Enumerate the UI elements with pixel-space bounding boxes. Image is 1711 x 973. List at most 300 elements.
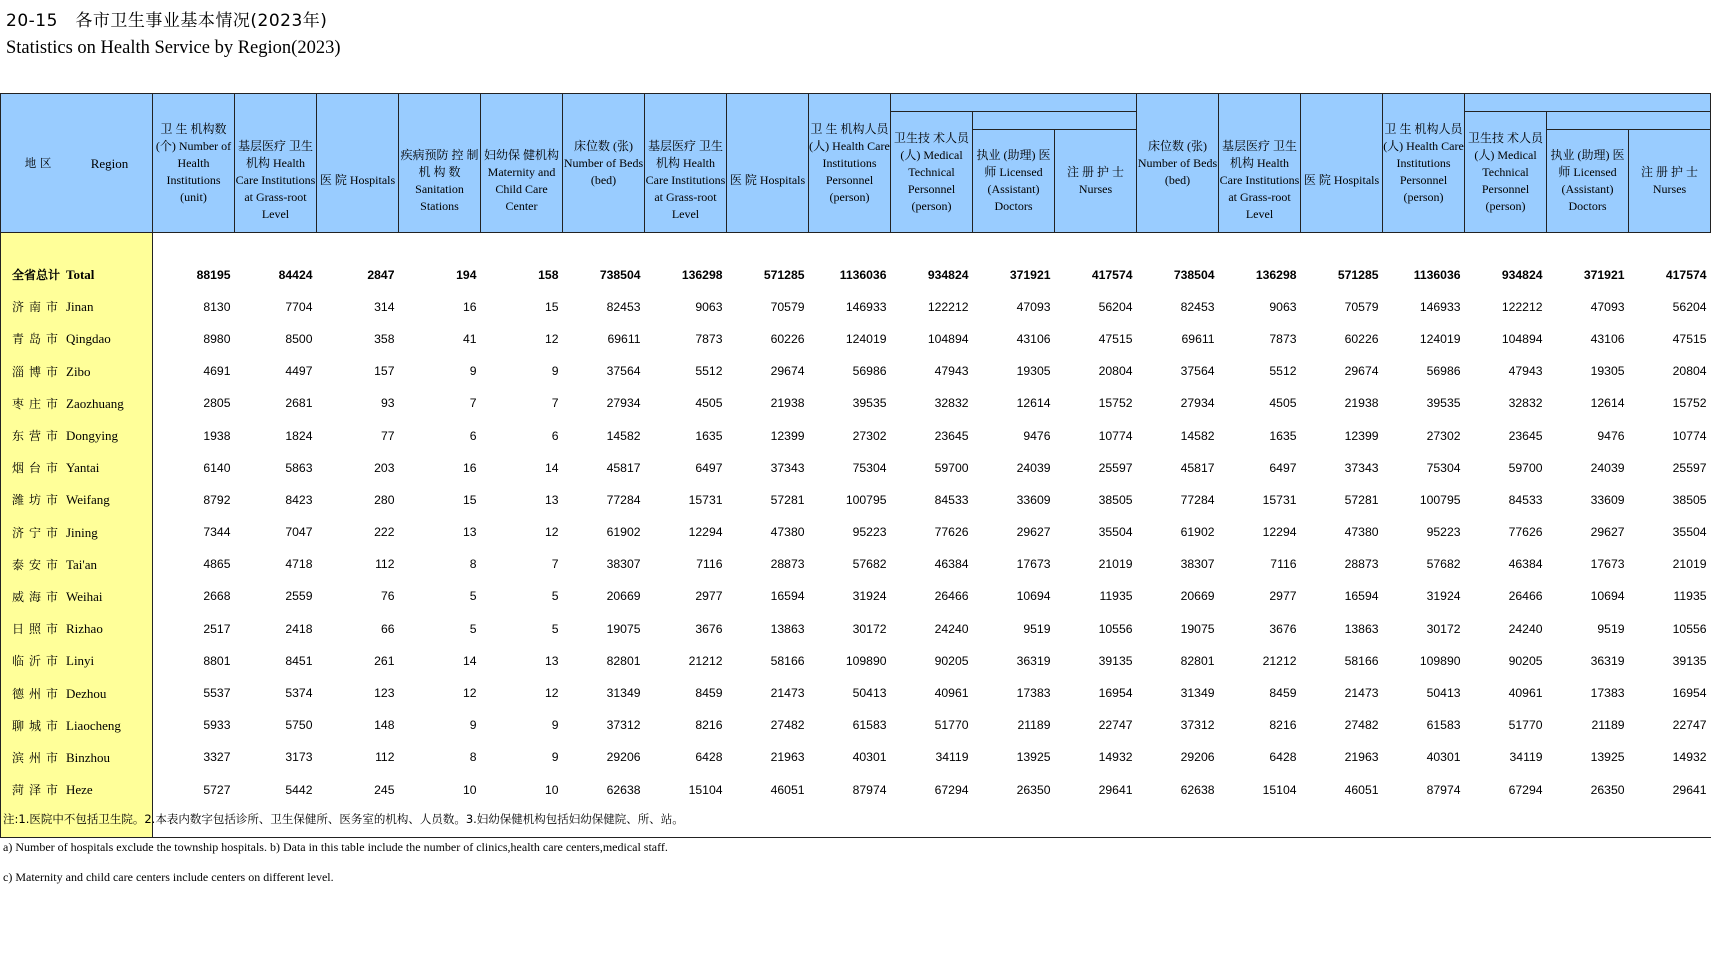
header-beds-total: 床位数 (张) Number of Beds (bed) bbox=[563, 94, 645, 233]
header-region-en: Region bbox=[90, 155, 129, 171]
table-row bbox=[1, 387, 1711, 419]
region-name-cn: 菏泽市 bbox=[12, 783, 64, 798]
table-row bbox=[1, 774, 1711, 806]
data-cell: 33609 bbox=[1016, 492, 1051, 507]
data-cell: 3676 bbox=[695, 621, 723, 636]
data-cell: 109890 bbox=[1419, 653, 1461, 668]
table-row bbox=[1, 741, 1711, 773]
data-cell: 21963 bbox=[1344, 750, 1379, 765]
data-cell: 124019 bbox=[845, 331, 887, 346]
data-cell: 82453 bbox=[1180, 299, 1215, 314]
data-cell: 77284 bbox=[1180, 492, 1215, 507]
footnote-a: a) Number of hospitals exclude the township hospitals. b) Data in this table include the number of clinics,health care centers,medical staff. bbox=[3, 840, 668, 854]
data-cell: 21212 bbox=[1262, 653, 1297, 668]
data-cell: 56204 bbox=[1672, 299, 1707, 314]
data-cell: 27482 bbox=[1344, 718, 1379, 733]
data-cell: 6497 bbox=[1269, 460, 1297, 475]
data-cell: 40961 bbox=[934, 686, 969, 701]
data-cell: 222 bbox=[374, 525, 395, 540]
data-cell: 7116 bbox=[696, 557, 723, 572]
data-cell: 17383 bbox=[1590, 686, 1625, 701]
data-cell: 5 bbox=[551, 621, 559, 636]
region-cell bbox=[1, 548, 153, 580]
data-cell: 6428 bbox=[695, 750, 723, 765]
data-cell: 23645 bbox=[1508, 428, 1543, 443]
footnote-c: c) Maternity and child care centers include centers on different level. bbox=[3, 870, 334, 884]
data-cell: 32832 bbox=[1508, 396, 1543, 411]
data-cell: 5 bbox=[469, 589, 477, 604]
data-cell: 26350 bbox=[1590, 782, 1625, 797]
data-cell: 37343 bbox=[1344, 460, 1379, 475]
data-cell: 14932 bbox=[1098, 750, 1133, 765]
data-cell: 90205 bbox=[934, 653, 969, 668]
data-cell: 43106 bbox=[1016, 331, 1051, 346]
data-cell: 104894 bbox=[927, 331, 969, 346]
data-cell: 8801 bbox=[203, 653, 231, 668]
data-cell: 20669 bbox=[606, 589, 641, 604]
data-cell: 15731 bbox=[1262, 492, 1297, 507]
table-row bbox=[1, 291, 1711, 323]
data-cell: 23645 bbox=[934, 428, 969, 443]
data-cell: 10774 bbox=[1098, 428, 1133, 443]
data-cell: 43106 bbox=[1590, 331, 1625, 346]
data-cell: 15731 bbox=[688, 492, 723, 507]
data-cell: 32832 bbox=[934, 396, 969, 411]
data-cell: 1938 bbox=[203, 428, 231, 443]
data-cell: 9 bbox=[551, 364, 559, 379]
data-cell: 37564 bbox=[1180, 364, 1215, 379]
data-cell: 58166 bbox=[770, 653, 805, 668]
data-cell: 12294 bbox=[1262, 525, 1297, 540]
data-cell: 5863 bbox=[285, 460, 313, 475]
data-cell: 14 bbox=[544, 460, 559, 475]
data-cell: 21189 bbox=[1017, 718, 1051, 733]
data-cell: 148 bbox=[374, 718, 395, 733]
data-cell: 34119 bbox=[935, 750, 969, 765]
data-cell: 69611 bbox=[607, 331, 641, 346]
data-cell: 4691 bbox=[203, 364, 231, 379]
data-cell: 10694 bbox=[1016, 589, 1051, 604]
data-cell: 69611 bbox=[1181, 331, 1215, 346]
region-name-en: Jinan bbox=[66, 299, 94, 315]
data-cell: 77284 bbox=[606, 492, 641, 507]
data-cell: 15 bbox=[544, 299, 559, 314]
data-cell: 60226 bbox=[1344, 331, 1379, 346]
data-cell: 22747 bbox=[1672, 718, 1707, 733]
data-cell: 8 bbox=[469, 557, 477, 572]
data-cell: 87974 bbox=[1426, 782, 1461, 797]
data-cell: 8 bbox=[469, 750, 477, 765]
data-cell: 14 bbox=[462, 653, 477, 668]
data-cell: 7873 bbox=[1269, 331, 1297, 346]
data-cell: 17383 bbox=[1016, 686, 1051, 701]
table-row bbox=[1, 613, 1711, 645]
data-cell: 47943 bbox=[934, 364, 969, 379]
data-cell: 10694 bbox=[1590, 589, 1625, 604]
data-cell: 4497 bbox=[285, 364, 313, 379]
data-cell: 21473 bbox=[770, 686, 805, 701]
data-cell: 136298 bbox=[1255, 267, 1297, 282]
data-cell: 15752 bbox=[1098, 396, 1133, 411]
data-cell: 95223 bbox=[852, 525, 887, 540]
data-cell: 21963 bbox=[770, 750, 805, 765]
region-name-en: Weifang bbox=[66, 492, 110, 508]
data-cell: 33609 bbox=[1590, 492, 1625, 507]
region-name-cn: 全省总计 bbox=[12, 268, 61, 283]
data-cell: 104894 bbox=[1501, 331, 1543, 346]
header-beds-hospitals: 医 院 Hospitals bbox=[727, 130, 809, 233]
data-cell: 77 bbox=[380, 428, 395, 443]
region-cell bbox=[1, 645, 153, 677]
data-cell: 88195 bbox=[196, 267, 231, 282]
data-cell: 59700 bbox=[1508, 460, 1543, 475]
data-cell: 934824 bbox=[927, 267, 969, 282]
data-cell: 31349 bbox=[606, 686, 641, 701]
footnote-cn: 注:1.医院中不包括卫生院。2.本表内数字包括诊所、卫生保健所、医务室的机构、人员数。3.妇幼保健机构包括妇幼保健院、所、站。 bbox=[3, 812, 684, 826]
data-cell: 1635 bbox=[1269, 428, 1297, 443]
region-name-cn: 烟台市 bbox=[12, 461, 64, 476]
region-name-en: Binzhou bbox=[66, 749, 111, 765]
data-cell: 9519 bbox=[1597, 621, 1625, 636]
data-cell: 47380 bbox=[1344, 525, 1379, 540]
data-cell: 56204 bbox=[1098, 299, 1133, 314]
data-cell: 8459 bbox=[1269, 686, 1297, 701]
data-cell: 6428 bbox=[1269, 750, 1297, 765]
data-cell: 15 bbox=[462, 492, 477, 507]
header-inst-grassroot: 基层医疗 卫生机构 Health Care Institutions at Grass-root Level bbox=[235, 130, 317, 233]
data-cell: 2681 bbox=[285, 396, 313, 411]
data-cell: 90205 bbox=[1508, 653, 1543, 668]
table-row bbox=[1, 323, 1711, 355]
data-cell: 22747 bbox=[1098, 718, 1133, 733]
data-cell: 26350 bbox=[1016, 782, 1051, 797]
region-name-cn: 滨州市 bbox=[12, 750, 64, 765]
data-cell: 24039 bbox=[1590, 460, 1625, 475]
data-cell: 8500 bbox=[285, 331, 313, 346]
data-cell: 47943 bbox=[1508, 364, 1543, 379]
data-cell: 8792 bbox=[203, 492, 231, 507]
data-cell: 47515 bbox=[1098, 331, 1133, 346]
data-cell: 46384 bbox=[1508, 557, 1543, 572]
data-cell: 40961 bbox=[1508, 686, 1543, 701]
region-name-en: Dezhou bbox=[66, 685, 107, 701]
data-cell: 26466 bbox=[1508, 589, 1543, 604]
table-row bbox=[1, 419, 1711, 451]
data-cell: 12 bbox=[544, 331, 559, 346]
data-cell: 37312 bbox=[606, 718, 641, 733]
data-cell: 21212 bbox=[688, 653, 723, 668]
statistics-table bbox=[0, 93, 1711, 838]
header-beds-grassroot-2: 基层医疗 卫生机构 Health Care Institutions at Grass-root Level bbox=[1219, 130, 1301, 233]
data-cell: 12294 bbox=[688, 525, 723, 540]
data-cell: 738504 bbox=[1173, 267, 1215, 282]
region-name-cn: 日照市 bbox=[12, 622, 64, 637]
data-cell: 77626 bbox=[1508, 525, 1543, 540]
header-doctors: 执业 (助理) 医师 Licensed (Assistant) Doctors bbox=[973, 130, 1055, 233]
data-cell: 371921 bbox=[1583, 267, 1625, 282]
header-personnel-total: 卫 生 机构人员 (人) Health Care Institutions Personnel (person) bbox=[809, 94, 891, 233]
data-cell: 417574 bbox=[1665, 267, 1707, 282]
data-cell: 60226 bbox=[770, 331, 805, 346]
data-cell: 29206 bbox=[606, 750, 641, 765]
data-cell: 29627 bbox=[1016, 525, 1051, 540]
data-cell: 61583 bbox=[852, 718, 887, 733]
data-cell: 3173 bbox=[285, 750, 313, 765]
data-cell: 9476 bbox=[1597, 428, 1625, 443]
data-cell: 14932 bbox=[1672, 750, 1707, 765]
data-cell: 37312 bbox=[1180, 718, 1215, 733]
region-name-en: Qingdao bbox=[66, 331, 111, 347]
data-cell: 16954 bbox=[1098, 686, 1133, 701]
data-cell: 15752 bbox=[1672, 396, 1707, 411]
data-cell: 194 bbox=[456, 267, 477, 282]
data-cell: 35504 bbox=[1672, 525, 1707, 540]
data-cell: 29627 bbox=[1590, 525, 1625, 540]
data-cell: 21189 bbox=[1591, 718, 1625, 733]
data-cell: 11935 bbox=[1099, 589, 1133, 604]
region-name-cn: 枣庄市 bbox=[12, 396, 64, 411]
data-cell: 84424 bbox=[278, 267, 313, 282]
data-cell: 61902 bbox=[606, 525, 641, 540]
region-name-en: Liaocheng bbox=[66, 717, 121, 733]
data-cell: 21938 bbox=[1344, 396, 1379, 411]
data-cell: 24039 bbox=[1016, 460, 1051, 475]
data-cell: 112 bbox=[375, 557, 395, 572]
data-cell: 7116 bbox=[1270, 557, 1297, 572]
region-name-cn: 泰安市 bbox=[12, 557, 64, 572]
data-cell: 13863 bbox=[770, 621, 805, 636]
data-cell: 571285 bbox=[1337, 267, 1379, 282]
region-name-cn: 东营市 bbox=[12, 429, 64, 444]
data-cell: 3327 bbox=[203, 750, 231, 765]
data-cell: 95223 bbox=[1426, 525, 1461, 540]
table-body bbox=[1, 233, 1711, 838]
region-cell bbox=[1, 741, 153, 773]
data-cell: 6 bbox=[551, 428, 559, 443]
data-cell: 82453 bbox=[606, 299, 641, 314]
region-cell bbox=[1, 677, 153, 709]
data-cell: 70579 bbox=[1344, 299, 1379, 314]
data-cell: 40301 bbox=[852, 750, 887, 765]
region-cell bbox=[1, 452, 153, 484]
header-region-cn: 地 区 bbox=[24, 155, 52, 170]
region-name-en: Tai'an bbox=[66, 556, 98, 572]
data-cell: 8451 bbox=[285, 653, 313, 668]
data-cell: 21019 bbox=[1098, 557, 1133, 572]
data-cell: 13925 bbox=[1016, 750, 1051, 765]
region-name-cn: 青岛市 bbox=[12, 332, 64, 347]
data-cell: 10556 bbox=[1098, 621, 1133, 636]
data-cell: 934824 bbox=[1501, 267, 1543, 282]
data-cell: 67294 bbox=[934, 782, 969, 797]
data-cell: 5750 bbox=[285, 718, 313, 733]
data-cell: 14582 bbox=[606, 428, 641, 443]
data-cell: 15104 bbox=[688, 782, 723, 797]
data-cell: 12614 bbox=[1590, 396, 1625, 411]
region-name-cn: 威海市 bbox=[12, 589, 64, 604]
data-cell: 12614 bbox=[1016, 396, 1051, 411]
data-cell: 4865 bbox=[203, 557, 231, 572]
data-cell: 37564 bbox=[606, 364, 641, 379]
data-cell: 146933 bbox=[845, 299, 887, 314]
region-cell bbox=[1, 259, 153, 291]
data-cell: 47515 bbox=[1672, 331, 1707, 346]
data-cell: 25597 bbox=[1672, 460, 1707, 475]
region-name-cn: 潍坊市 bbox=[12, 493, 64, 508]
data-cell: 12 bbox=[544, 525, 559, 540]
data-cell: 27302 bbox=[1426, 428, 1461, 443]
data-cell: 46051 bbox=[770, 782, 805, 797]
data-cell: 30172 bbox=[1426, 621, 1461, 636]
data-cell: 27934 bbox=[1180, 396, 1215, 411]
region-cell bbox=[1, 355, 153, 387]
data-cell: 37343 bbox=[770, 460, 805, 475]
data-cell: 10 bbox=[462, 782, 477, 797]
table-row bbox=[1, 709, 1711, 741]
data-cell: 16 bbox=[462, 299, 477, 314]
data-cell: 31924 bbox=[852, 589, 887, 604]
data-cell: 24240 bbox=[1508, 621, 1543, 636]
data-cell: 136298 bbox=[681, 267, 723, 282]
data-cell: 8216 bbox=[695, 718, 723, 733]
data-cell: 57682 bbox=[1426, 557, 1461, 572]
data-cell: 45817 bbox=[606, 460, 641, 475]
data-cell: 6 bbox=[469, 428, 477, 443]
data-cell: 12 bbox=[462, 686, 477, 701]
data-cell: 417574 bbox=[1091, 267, 1133, 282]
header-tech-personnel-2: 卫生技 术人员 (人) Medical Technical Personnel (person) bbox=[1465, 112, 1547, 233]
data-cell: 7344 bbox=[203, 525, 231, 540]
region-name-cn: 济南市 bbox=[12, 300, 64, 315]
data-cell: 122212 bbox=[1501, 299, 1543, 314]
data-cell: 261 bbox=[374, 653, 395, 668]
data-cell: 75304 bbox=[1426, 460, 1461, 475]
region-name-en: Zibo bbox=[66, 363, 91, 379]
data-cell: 21019 bbox=[1672, 557, 1707, 572]
header-nurses: 注 册 护 士 Nurses bbox=[1055, 130, 1137, 233]
data-cell: 56986 bbox=[1426, 364, 1461, 379]
data-cell: 1136036 bbox=[1413, 267, 1461, 282]
data-cell: 5 bbox=[469, 621, 477, 636]
data-cell: 77626 bbox=[934, 525, 969, 540]
data-cell: 87974 bbox=[852, 782, 887, 797]
region-name-en: Dongying bbox=[66, 428, 118, 444]
data-cell: 29641 bbox=[1672, 782, 1707, 797]
data-cell: 5537 bbox=[203, 686, 231, 701]
data-cell: 19305 bbox=[1590, 364, 1625, 379]
data-cell: 31924 bbox=[1426, 589, 1461, 604]
data-cell: 122212 bbox=[927, 299, 969, 314]
data-cell: 245 bbox=[374, 782, 395, 797]
data-cell: 57682 bbox=[852, 557, 887, 572]
data-cell: 109890 bbox=[845, 653, 887, 668]
data-cell: 2517 bbox=[203, 621, 231, 636]
data-cell: 67294 bbox=[1508, 782, 1543, 797]
data-cell: 13925 bbox=[1590, 750, 1625, 765]
data-cell: 47093 bbox=[1016, 299, 1051, 314]
data-cell: 66 bbox=[380, 621, 395, 636]
region-name-en: Rizhao bbox=[66, 621, 103, 637]
data-cell: 7704 bbox=[285, 299, 313, 314]
data-cell: 12 bbox=[544, 686, 559, 701]
header-beds-grassroot: 基层医疗 卫生机构 Health Care Institutions at Grass-root Level bbox=[645, 130, 727, 233]
data-cell: 13 bbox=[544, 492, 559, 507]
data-cell: 62638 bbox=[606, 782, 641, 797]
data-cell: 19305 bbox=[1016, 364, 1051, 379]
data-cell: 5933 bbox=[203, 718, 231, 733]
table-row bbox=[1, 484, 1711, 516]
data-cell: 31349 bbox=[1180, 686, 1215, 701]
region-cell bbox=[1, 709, 153, 741]
data-cell: 38505 bbox=[1672, 492, 1707, 507]
data-cell: 15104 bbox=[1262, 782, 1297, 797]
data-cell: 8459 bbox=[695, 686, 723, 701]
data-cell: 5512 bbox=[695, 364, 723, 379]
data-cell: 2668 bbox=[203, 589, 231, 604]
data-cell: 47380 bbox=[770, 525, 805, 540]
data-cell: 7873 bbox=[695, 331, 723, 346]
region-name-en: Zaozhuang bbox=[66, 395, 124, 411]
data-cell: 45817 bbox=[1180, 460, 1215, 475]
data-cell: 57281 bbox=[1344, 492, 1379, 507]
data-cell: 46051 bbox=[1344, 782, 1379, 797]
data-cell: 13 bbox=[462, 525, 477, 540]
data-cell: 158 bbox=[538, 267, 559, 282]
table-row bbox=[1, 645, 1711, 677]
page-title-cn: 20-15 各市卫生事业基本情况(2023年) bbox=[6, 11, 328, 31]
data-cell: 59700 bbox=[934, 460, 969, 475]
data-cell: 124019 bbox=[1419, 331, 1461, 346]
data-cell: 29641 bbox=[1098, 782, 1133, 797]
region-name-cn: 聊城市 bbox=[12, 718, 64, 733]
data-cell: 38307 bbox=[606, 557, 641, 572]
data-cell: 35504 bbox=[1098, 525, 1133, 540]
data-cell: 39135 bbox=[1098, 653, 1133, 668]
data-cell: 39135 bbox=[1672, 653, 1707, 668]
data-cell: 571285 bbox=[763, 267, 805, 282]
data-cell: 51770 bbox=[934, 718, 969, 733]
data-cell: 112 bbox=[375, 750, 395, 765]
statistics-table-container bbox=[0, 93, 1711, 843]
data-cell: 76 bbox=[380, 589, 395, 604]
data-cell: 29674 bbox=[770, 364, 805, 379]
table-row bbox=[1, 580, 1711, 612]
data-cell: 10 bbox=[544, 782, 559, 797]
data-cell: 5 bbox=[551, 589, 559, 604]
data-cell: 16 bbox=[462, 460, 477, 475]
data-cell: 2847 bbox=[367, 267, 395, 282]
data-cell: 13863 bbox=[1344, 621, 1379, 636]
data-cell: 8216 bbox=[1269, 718, 1297, 733]
data-cell: 50413 bbox=[1426, 686, 1461, 701]
data-cell: 20804 bbox=[1672, 364, 1707, 379]
header-beds-total-2: 床位数 (张) Number of Beds (bed) bbox=[1137, 94, 1219, 233]
data-cell: 62638 bbox=[1180, 782, 1215, 797]
header-cdc: 疾病预防 控 制 机 构 数 Sanitation Stations bbox=[399, 130, 481, 233]
region-name-cn: 淄博市 bbox=[12, 364, 64, 379]
data-cell: 82801 bbox=[606, 653, 641, 668]
data-cell: 56986 bbox=[852, 364, 887, 379]
data-cell: 2977 bbox=[695, 589, 723, 604]
data-cell: 6497 bbox=[695, 460, 723, 475]
data-cell: 39535 bbox=[1426, 396, 1461, 411]
data-cell: 2977 bbox=[1269, 589, 1297, 604]
data-cell: 9 bbox=[551, 718, 559, 733]
region-name-cn: 临沂市 bbox=[12, 654, 64, 669]
data-cell: 70579 bbox=[770, 299, 805, 314]
data-cell: 25597 bbox=[1098, 460, 1133, 475]
header-personnel-total-2: 卫 生 机构人员 (人) Health Care Institutions Personnel (person) bbox=[1383, 94, 1465, 233]
